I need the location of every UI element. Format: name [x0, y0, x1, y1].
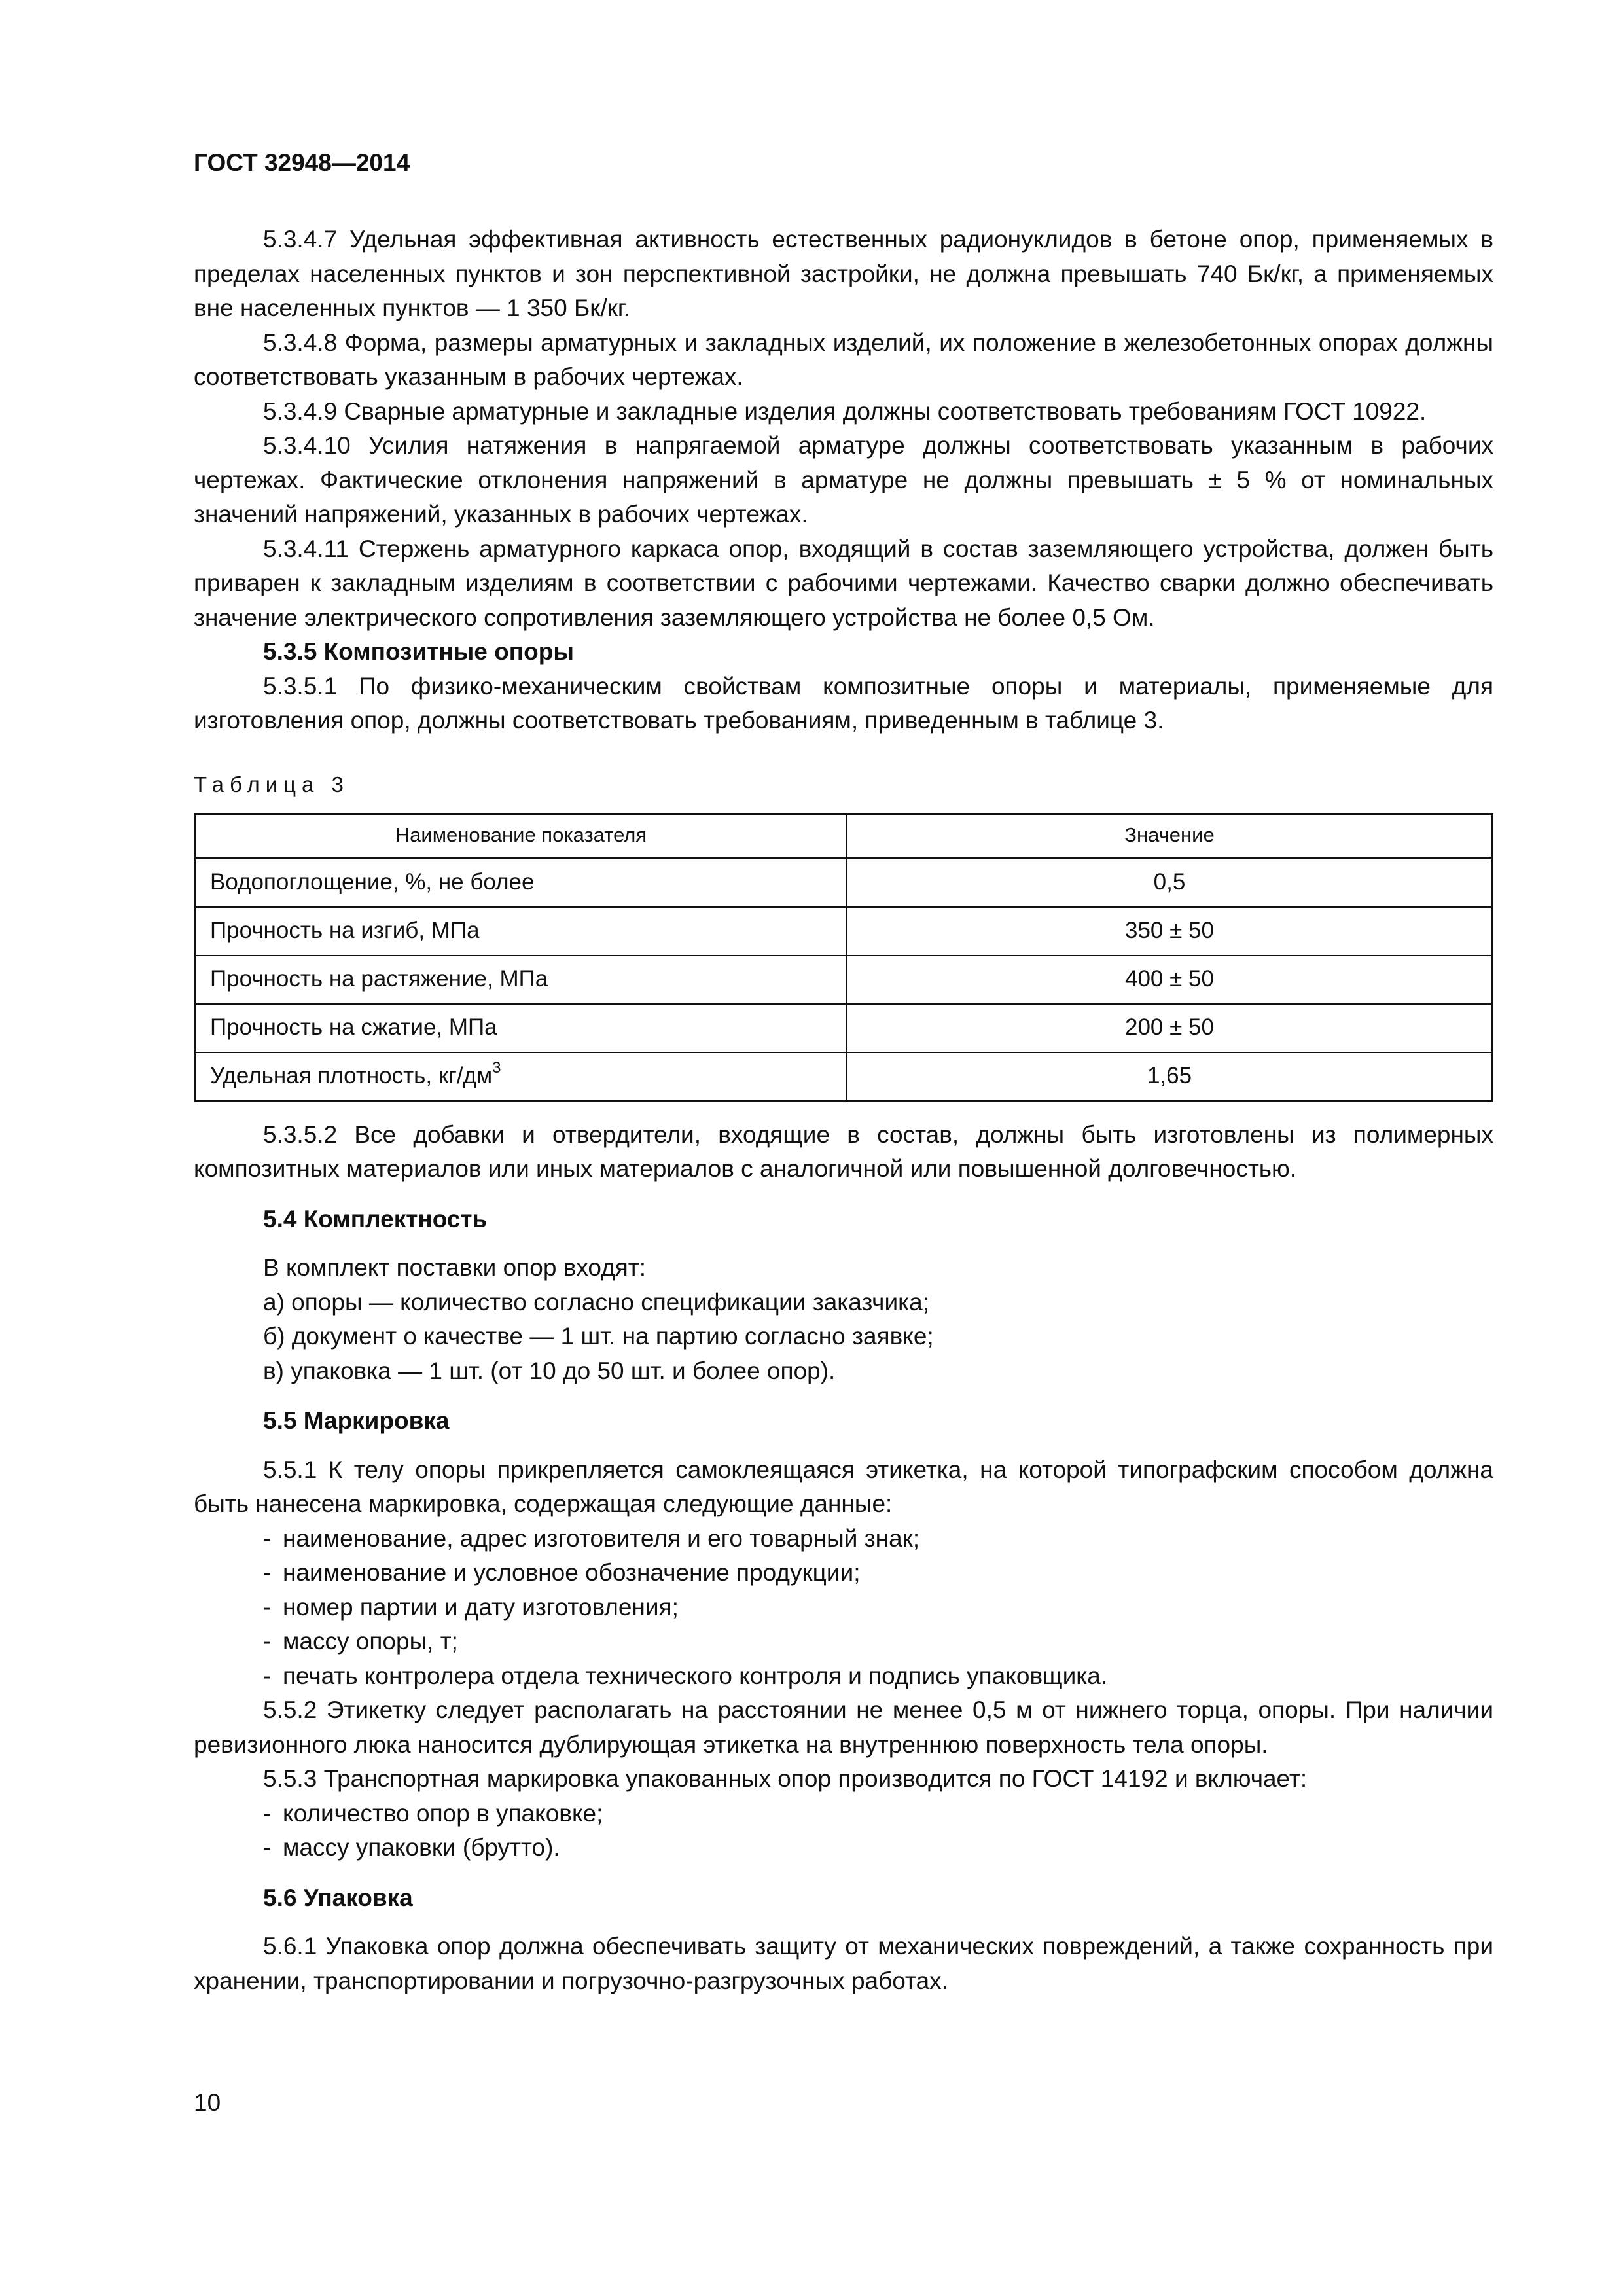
column-header-name: Наименование показателя	[195, 814, 847, 858]
paragraph-5348: 5.3.4.8 Форма, размеры арматурных и закладных изделий, их положение в железобетонных опорах должны соответствовать указанным в рабочих чертежах.	[194, 329, 1493, 390]
list-item	[194, 1831, 1493, 1865]
table-3	[194, 813, 1493, 1102]
list-item: а) опоры — количество согласно спецификации заказчика;	[263, 1288, 929, 1316]
paragraph-53410: 5.3.4.10 Усилия натяжения в напрягаемой арматуре должны соответствовать указанным в рабочих чертежах. Фактические отклонения напряжений в арматуре не должны превышать ± 5 % от номинальных значений напряжений, указанных в рабочих чертежах.	[194, 432, 1493, 528]
page-content	[194, 223, 1493, 1998]
list-item-text: номер партии и дату изготовления;	[283, 1593, 679, 1621]
paragraph-561: 5.6.1 Упаковка опор должна обеспечивать защиту от механических повреждений, а также сохранность при хранении, транспортировании и погрузочно-разгрузочных работах.	[194, 1933, 1493, 1994]
superscript: 3	[492, 1059, 501, 1077]
list-item	[194, 1590, 1493, 1625]
cell-value: 200 ± 50	[847, 1004, 1493, 1052]
cell-value: 400 ± 50	[847, 956, 1493, 1004]
paragraph-552: 5.5.2 Этикетку следует располагать на расстоянии не менее 0,5 м от нижнего торца, опоры. При наличии ревизионного люка наносится дублирующая этикетка на внутреннюю поверхность тела опоры.	[194, 1696, 1493, 1758]
list-item	[194, 1659, 1493, 1694]
cell-name: Прочность на растяжение, МПа	[195, 956, 847, 1004]
list-marker: -	[263, 1662, 272, 1689]
cell-name: Прочность на изгиб, МПа	[195, 907, 847, 956]
list-item	[194, 1624, 1493, 1659]
page-number: 10	[194, 2089, 221, 2116]
table-caption: Таблица 3	[194, 772, 349, 797]
heading-56: 5.6 Упаковка	[263, 1884, 413, 1911]
list-marker: -	[263, 1628, 272, 1655]
table-row	[195, 1004, 1493, 1052]
cell-name: Прочность на сжатие, МПа	[195, 1004, 847, 1052]
table-row	[195, 858, 1493, 907]
list-marker: -	[263, 1834, 272, 1861]
paragraph-5352: 5.3.5.2 Все добавки и отвердители, входящие в состав, должны быть изготовлены из полимерных композитных материалов или иных материалов с аналогичной или повышенной долговечностью.	[194, 1121, 1493, 1182]
paragraph-5351: 5.3.5.1 По физико-механическим свойствам композитные опоры и материалы, применяемые для изготовления опор, должны соответствовать требованиям, приведенным в таблице 3.	[194, 672, 1493, 734]
list-item-text: печать контролера отдела технического контроля и подпись упаковщика.	[283, 1662, 1108, 1689]
column-header-value: Значение	[847, 814, 1493, 858]
list-item	[194, 1556, 1493, 1590]
list-item	[194, 1797, 1493, 1831]
cell-name-text: Удельная плотность, кг/дм	[210, 1063, 493, 1089]
list-item: б) документ о качестве — 1 шт. на партию согласно заявке;	[263, 1323, 934, 1350]
list-item	[194, 1522, 1493, 1556]
list-marker: -	[263, 1593, 272, 1621]
table-header-row	[195, 814, 1493, 858]
cell-name: Водопоглощение, %, не более	[195, 858, 847, 907]
list-item-text: массу упаковки (брутто).	[283, 1834, 560, 1861]
list-item-text: наименование и условное обозначение продукции;	[283, 1559, 861, 1586]
list-marker: -	[263, 1524, 272, 1552]
list-marker: -	[263, 1559, 272, 1586]
paragraph-5347: 5.3.4.7 Удельная эффективная активность естественных радионуклидов в бетоне опор, применяемых в пределах населенных пунктов и зон перспективной застройки, не должна превышать 740 Бк/кг, а применяемых вне населенных пунктов — 1 350 Бк/кг.	[194, 226, 1493, 321]
heading-55: 5.5 Маркировка	[263, 1407, 450, 1434]
list-item: в) упаковка — 1 шт. (от 10 до 50 шт. и более опор).	[263, 1357, 836, 1384]
table-row	[195, 1052, 1493, 1102]
paragraph-553: 5.5.3 Транспортная маркировка упакованных опор производится по ГОСТ 14192 и включает:	[263, 1765, 1308, 1792]
table-row	[195, 907, 1493, 956]
paragraph-551: 5.5.1 К телу опоры прикрепляется самоклеящаяся этикетка, на которой типографским способом должна быть нанесена маркировка, содержащая следующие данные:	[194, 1456, 1493, 1517]
paragraph-5349: 5.3.4.9 Сварные арматурные и закладные изделия должны соответствовать требованиям ГОСТ 10922.	[263, 397, 1427, 425]
list-marker: -	[263, 1799, 272, 1827]
list-item-text: массу опоры, т;	[283, 1628, 458, 1655]
paragraph-53411: 5.3.4.11 Стержень арматурного каркаса опор, входящий в состав заземляющего устройства, должен быть приварен к закладным изделиям в соответствии с рабочими чертежами. Качество сварки должно обеспечивать значение электрического сопротивления заземляющего устройства не более 0,5 Ом.	[194, 535, 1493, 631]
list-item-text: количество опор в упаковке;	[283, 1799, 603, 1827]
heading-535: 5.3.5 Композитные опоры	[263, 638, 574, 665]
heading-54: 5.4 Комплектность	[263, 1205, 488, 1232]
table-row	[195, 956, 1493, 1004]
cell-value: 350 ± 50	[847, 907, 1493, 956]
cell-name	[195, 1052, 847, 1102]
cell-value: 0,5	[847, 858, 1493, 907]
cell-value: 1,65	[847, 1052, 1493, 1102]
list-item-text: наименование, адрес изготовителя и его товарный знак;	[283, 1524, 920, 1552]
page-header: ГОСТ 32948—2014	[194, 149, 410, 176]
paragraph-54-intro: В комплект поставки опор входят:	[263, 1254, 647, 1281]
